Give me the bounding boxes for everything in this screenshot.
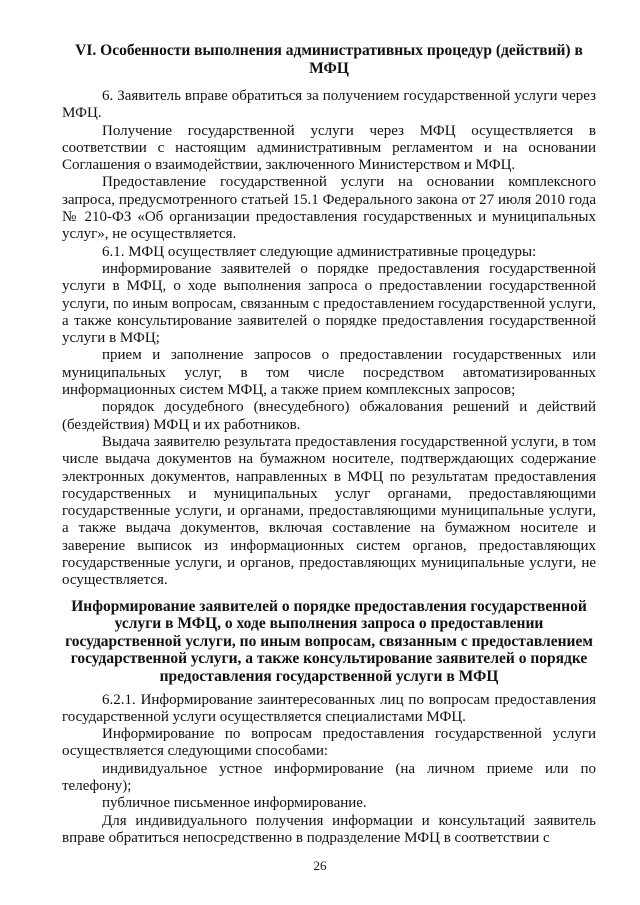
paragraph: 6. Заявитель вправе обратиться за получением государственной услуги через МФЦ.	[62, 88, 596, 122]
paragraph: Выдача заявителю результата предоставления государственной услуги, в том числе выдача документов на бумажном носителе, подтверждающих содержание электронных документов, направленных в МФЦ по результатам предоставления государственных и муниципальных услуг органами, предоставляющими государственные услуги, и органами, предоставляющими муниципальные услуги, а также выдача документов, включая составление на бумажном носителе и заверение выписок из информационных систем органов, предоставляющих государственные услуги, и органов, предоставляющих муниципальные услуги, не осуществляется.	[62, 433, 596, 589]
document-page	[62, 42, 596, 847]
list-item: информирование заявителей о порядке предоставления государственной услуги в МФЦ, о ходе выполнения запроса о предоставлении государственной услуги, по иным вопросам, связанным с предоставлением государственной услуги, а также консультирование заявителей о порядке предоставления государственной услуги в МФЦ;	[62, 260, 596, 347]
list-item: прием и заполнение запросов о предоставлении государственных или муниципальных услуг, в том числе посредством автоматизированных информационных систем МФЦ, а также прием комплексных запросов;	[62, 347, 596, 399]
paragraph: Предоставление государственной услуги на основании комплексного запроса, предусмотренного статьей 15.1 Федерального закона от 27 июля 2010 года № 210-ФЗ «Об организации предоставления государственных и муниципальных услуг», не осуществляется.	[62, 174, 596, 243]
paragraph: Информирование по вопросам предоставления государственной услуги осуществляется следующими способами:	[62, 726, 596, 760]
list-item: порядок досудебного (внесудебного) обжалования решений и действий (бездействия) МФЦ и их работников.	[62, 399, 596, 433]
paragraph: 6.2.1. Информирование заинтересованных лиц по вопросам предоставления государственной услуги осуществляется специалистами МФЦ.	[62, 691, 596, 725]
list-item: публичное письменное информирование.	[102, 795, 367, 812]
subsection-title: Информирование заявителей о порядке предоставления государственной услуги в МФЦ, о ходе выполнения запроса о предоставлении государственной услуги, по иным вопросам, связанным с предоставлением государственной услуги, а также консультирование заявителей о порядке предоставления государственной услуги в МФЦ	[65, 597, 593, 685]
paragraph: Получение государственной услуги через МФЦ осуществляется в соответствии с настоящим административным регламентом и на основании Соглашения о взаимодействии, заключенного Министерством и МФЦ.	[62, 122, 596, 174]
subsection-body	[62, 692, 596, 848]
list-item: индивидуальное устное информирование (на личном приеме или по телефону);	[62, 760, 596, 795]
section-title: VI. Особенности выполнения административных процедур (действий) в МФЦ	[75, 42, 583, 77]
section-body	[62, 88, 596, 590]
paragraph: Для индивидуального получения информации и консультаций заявитель вправе обратиться непосредственно в подразделение МФЦ в соответствии с	[62, 812, 596, 846]
paragraph: 6.1. МФЦ осуществляет следующие административные процедуры:	[102, 243, 537, 260]
page-number: 26	[313, 858, 327, 873]
